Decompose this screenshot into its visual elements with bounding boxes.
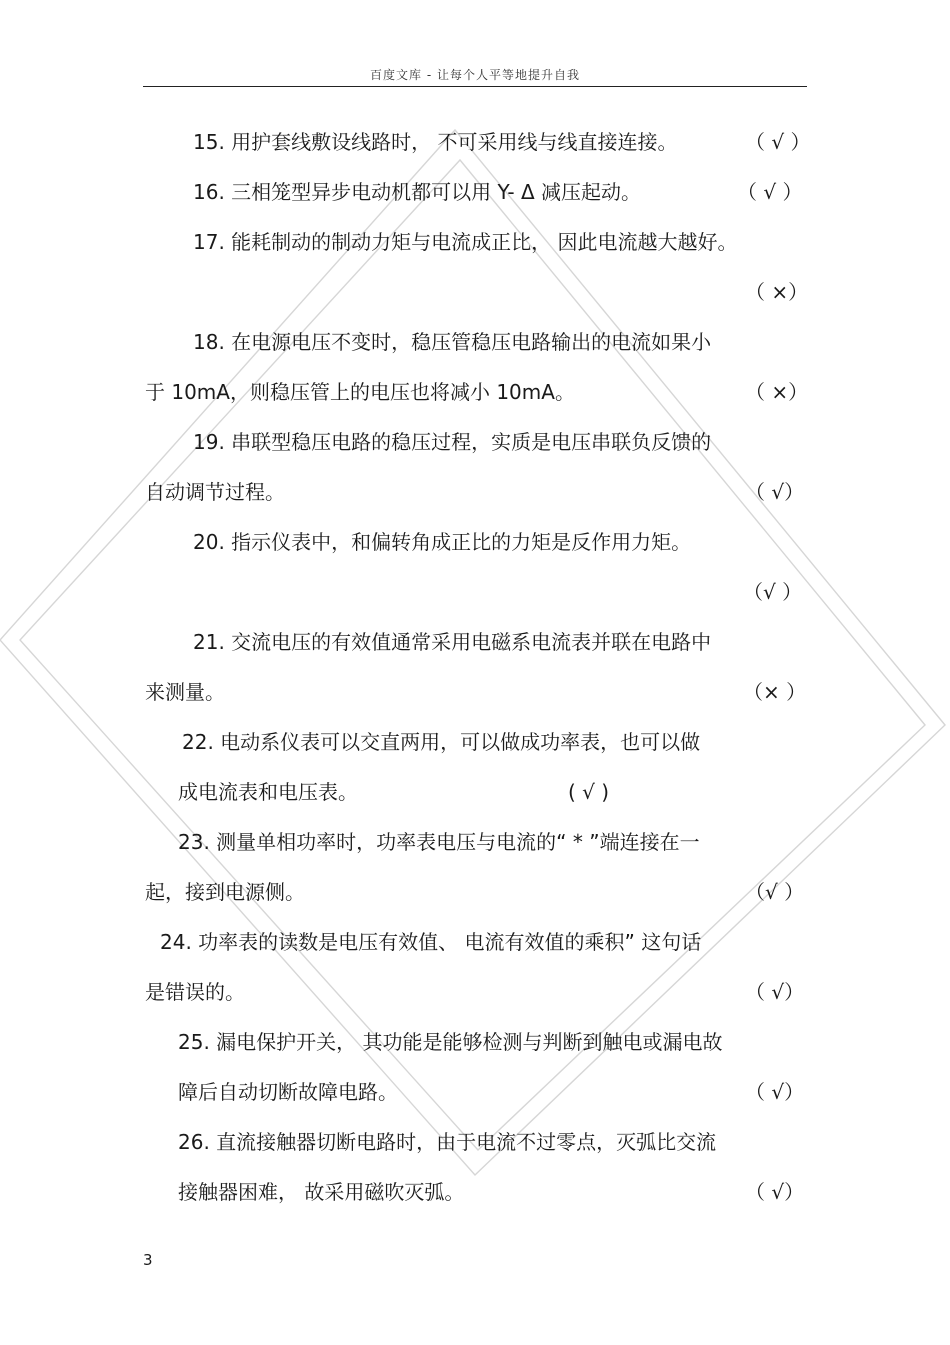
question-22-answer: ( √ ) bbox=[568, 780, 610, 804]
question-17-text: 17. 能耗制动的制动力矩与电流成正比， 因此电流越大越好。 bbox=[193, 230, 738, 254]
question-25-text-cont: 障后自动切断故障电路。 bbox=[178, 1080, 398, 1104]
question-22-text-cont: 成电流表和电压表。 bbox=[178, 780, 358, 804]
question-19-text: 19. 串联型稳压电路的稳压过程，实质是电压串联负反馈的 bbox=[193, 430, 712, 454]
question-23-answer: （√ ） bbox=[745, 880, 805, 904]
question-16-answer: （ √ ） bbox=[737, 180, 803, 204]
question-23-text-cont: 起，接到电源侧。 bbox=[145, 880, 305, 904]
question-26-text-cont: 接触器困难， 故采用磁吹灭弧。 bbox=[178, 1180, 465, 1204]
question-26-text: 26. 直流接触器切断电路时，由于电流不过零点，灭弧比交流 bbox=[178, 1130, 717, 1154]
page-header: 百度文库 - 让每个人平等地提升自我 bbox=[370, 68, 580, 82]
question-26-answer: （ √） bbox=[745, 1180, 805, 1204]
question-15-text: 15. 用护套线敷设线路时， 不可采用线与线直接连接。 bbox=[193, 130, 678, 154]
question-19-text-cont: 自动调节过程。 bbox=[145, 480, 285, 504]
page-number: 3 bbox=[143, 1251, 153, 1269]
question-22-text: 22. 电动系仪表可以交直两用，可以做成功率表，也可以做 bbox=[182, 730, 701, 754]
question-24-answer: （ √） bbox=[745, 980, 805, 1004]
question-20-answer: （√ ） bbox=[743, 580, 803, 604]
question-18-text-cont: 于 10mA，则稳压管上的电压也将减小 10mA。 bbox=[145, 380, 575, 404]
question-21-text: 21. 交流电压的有效值通常采用电磁系电流表并联在电路中 bbox=[193, 630, 712, 654]
question-18-answer: （ ×） bbox=[745, 380, 809, 404]
question-25-answer: （ √） bbox=[745, 1080, 805, 1104]
question-15-answer: （ √ ） bbox=[745, 130, 811, 154]
header-divider bbox=[143, 86, 807, 87]
question-23-text: 23. 测量单相功率时，功率表电压与电流的“ * ”端连接在一 bbox=[178, 830, 700, 854]
question-24-text-cont: 是错误的。 bbox=[145, 980, 245, 1004]
question-21-text-cont: 来测量。 bbox=[145, 680, 225, 704]
question-19-answer: （ √） bbox=[745, 480, 805, 504]
question-18-text: 18. 在电源电压不变时，稳压管稳压电路输出的电流如果小 bbox=[193, 330, 712, 354]
question-16-text: 16. 三相笼型异步电动机都可以用 Y- Δ 减压起动。 bbox=[193, 180, 641, 204]
question-25-text: 25. 漏电保护开关， 其功能是能够检测与判断到触电或漏电故 bbox=[178, 1030, 723, 1054]
question-21-answer: （× ） bbox=[743, 680, 807, 704]
question-17-answer: （ ×） bbox=[745, 280, 809, 304]
question-24-text: 24. 功率表的读数是电压有效值、 电流有效值的乘积” 这句话 bbox=[160, 930, 702, 954]
question-20-text: 20. 指示仪表中，和偏转角成正比的力矩是反作用力矩。 bbox=[193, 530, 692, 554]
